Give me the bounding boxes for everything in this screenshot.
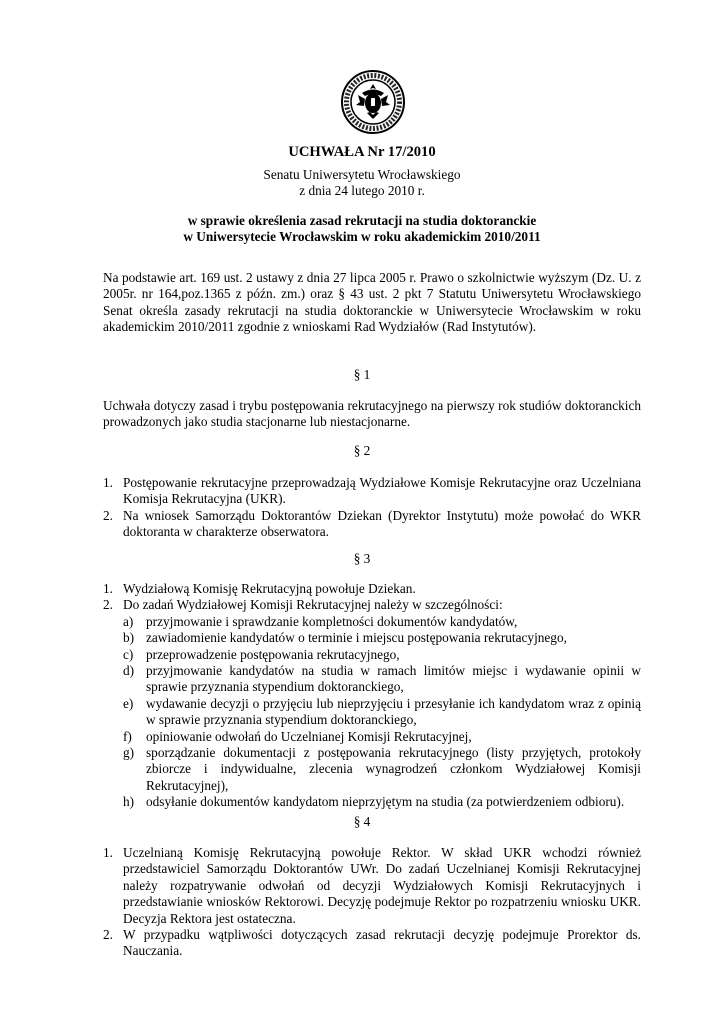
date-line: z dnia 24 lutego 2010 r.: [299, 183, 425, 198]
section-2-list: [103, 475, 641, 541]
list-item: 2. Na wniosek Samorządu Doktorantów Dziekan (Dyrektor Instytutu) może powołać do WKR doktoranta w charakterze obserwatora.: [103, 507, 641, 540]
sub-list-item: c) przeprowadzenie postępowania rekrutacyjnego,: [123, 646, 400, 662]
sub-list-item: g) sporządzanie dokumentacji z postępowania rekrutacyjnego (listy przyjętych, protokoły zbiorcze i indywidualne, zlecenia wynagrodzeń członkom Wydziałowej Komisji Rekrutacyjnej),: [123, 745, 641, 793]
list-item: 1. Wydziałową Komisję Rekrutacyjną powołuje Dziekan.: [103, 581, 416, 596]
list-item: 1. Uczelnianą Komisję Rekrutacyjną powołuje Rektor. W skład UKR wchodzi również przedstawiciel Samorządu Doktorantów UWr. Do zadań Uczelnianej Komisji Rekrutacyjnej należy rozpatrywanie odwołań od decyzji Wydziałowych Komisji Rekrutacyjnych i przedstawianie wniosków Rektorowi. Decyzję podejmuje Rektor po rozpatrzeniu wniosku UKR. Decyzja Rektora jest ostateczna.: [103, 845, 641, 926]
list-item: 1. Postępowanie rekrutacyjne przeprowadzają Wydziałowe Komisje Rekrutacyjne oraz Uczelniana Komisja Rekrutacyjna (UKR).: [103, 475, 641, 507]
issuer-line: Senatu Uniwersytetu Wrocławskiego: [263, 167, 461, 182]
section-1-text: Uchwała dotyczy zasad i trybu postępowania rekrutacyjnego na pierwszy rok studiów doktoranckich prowadzonych jako studia stacjonarne lub niestacjonarne.: [103, 398, 641, 430]
section-3-list: [103, 581, 641, 811]
subject-line-1: w sprawie określenia zasad rekrutacji na studia doktoranckie: [187, 213, 537, 228]
sub-list-item: f) opiniowanie odwołań do Uczelnianej Komisji Rekrutacyjnej,: [123, 728, 472, 744]
section-3-sublist: [123, 614, 641, 811]
subject-line-2: w Uniwersytecie Wrocławskim w roku akademickim 2010/2011: [183, 229, 541, 244]
intro-paragraph: Na podstawie art. 169 ust. 2 ustawy z dnia 27 lipca 2005 r. Prawo o szkolnictwie wyższym (Dz. U. z 2005r. nr 164,poz.1365 z późn. zm.) oraz § 43 ust. 2 pkt 7 Statutu Uniwersytetu Wrocławskiego Senat określa zasady rekrutacji na studia doktoranckie w Uniwersytecie Wrocławskim w roku akademickim 2010/2011 zgodnie z wnioskami Rad Wydziałów (Rad Instytutów).: [103, 270, 641, 335]
section-mark-2: § 2: [353, 443, 371, 458]
resolution-title: UCHWAŁA Nr 17/2010: [288, 144, 436, 160]
list-item: 2. Do zadań Wydziałowej Komisji Rekrutacyjnej należy w szczególności: a) przyjmowanie i sprawdzanie kompletności dokumentów kandydatów, b) zawiadomienie kandydatów o terminie i miejscu postępowania rekrutacyjnego, c) przeprowadzenie postępowania rekrutacyjnego, d) przyjmowanie kandydatów na studia w ramach limitów miejsc i wydawanie opinii w sprawie przyznania stypendium doktoranckiego, e) wydawanie decyzji o przyjęciu lub nieprzyjęciu i przesyłanie ich kandydatom wraz z opinią w sprawie przyznania stypendium doktoranckiego, f) opiniowanie odwołań do Uczelnianej Komisji Rekrutacyjnej, g) sporządzanie dokumentacji z postępowania rekrutacyjnego (listy przyjętych, protokoły zbiorcze i indywidualne, zlecenia wynagrodzeń członkom Wydziałowej Komisji Rekrutacyjnej), h) odsyłanie dokumentów kandydatom nieprzyjętym na studia (za potwierdzeniem odbioru).: [103, 597, 641, 810]
sub-list-item: e) wydawanie decyzji o przyjęciu lub nieprzyjęciu i przesyłanie ich kandydatom wraz z opinią w sprawie przyznania stypendium doktoranckiego,: [123, 695, 641, 728]
section-mark-4: § 4: [353, 814, 371, 829]
university-seal-icon: [340, 69, 406, 135]
sub-list-item: d) przyjmowanie kandydatów na studia w ramach limitów miejsc i wydawanie opinii w sprawie przyznania stypendium doktoranckiego,: [123, 663, 641, 695]
sub-list-item: a) przyjmowanie i sprawdzanie kompletności dokumentów kandydatów,: [123, 613, 518, 629]
sub-list-item: h) odsyłanie dokumentów kandydatom nieprzyjętym na studia (za potwierdzeniem odbioru).: [123, 794, 625, 810]
sub-list-item: b) zawiadomienie kandydatów o terminie i miejscu postępowania rekrutacyjnego,: [123, 630, 567, 646]
list-item: 2. W przypadku wątpliwości dotyczących zasad rekrutacji decyzję podejmuje Prorektor ds. Nauczania.: [103, 927, 641, 959]
section-4-list: [103, 845, 641, 960]
section-mark-3: § 3: [353, 551, 371, 566]
section-mark-1: § 1: [353, 367, 371, 382]
